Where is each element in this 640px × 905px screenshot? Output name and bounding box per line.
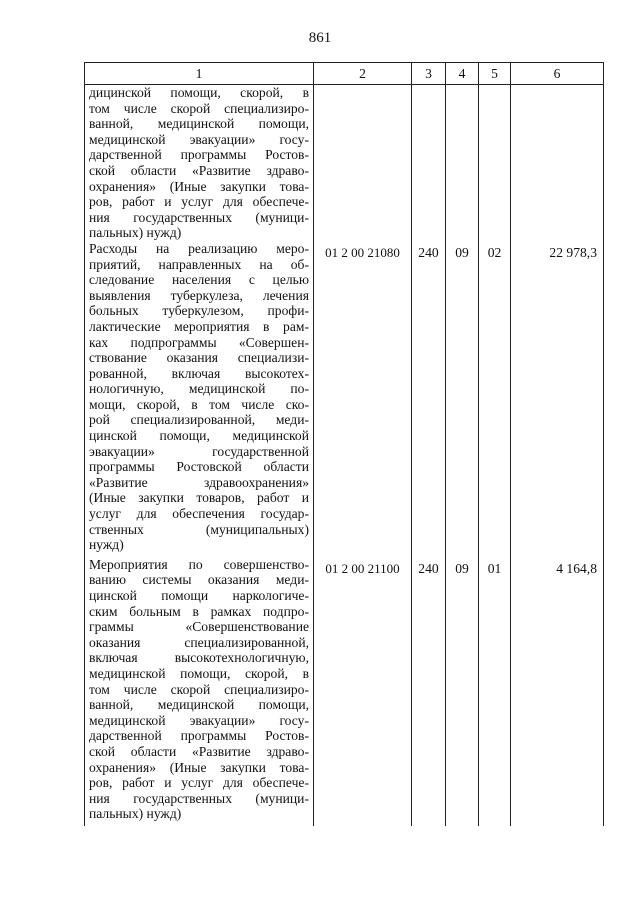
description-line: больных туберкулезом, профи- (89, 303, 309, 319)
description-line: мощи, скорой, в том числе ско- (89, 396, 309, 412)
description-line: оказания специализированной, (89, 634, 309, 650)
description-line: охранения» (Иные закупки това- (89, 178, 309, 194)
description-line: ствование оказания специализи- (89, 350, 309, 366)
page-number: 861 (308, 30, 332, 46)
description-line: рованной, включая высокотех- (89, 365, 309, 381)
row-expense-type (412, 85, 446, 241)
row-section: 09 (446, 557, 479, 826)
row-amount: 22 978,3 (511, 241, 604, 557)
description-line: ственных (муниципальных) (89, 521, 309, 537)
description-line: ния государственных (муници- (89, 209, 309, 225)
description-line: охранения» (Иные закупки това- (89, 759, 309, 775)
row-amount: 4 164,8 (511, 557, 604, 826)
description-line: Расходы на реализацию меро- (89, 240, 309, 256)
row-subsection: 02 (479, 241, 511, 557)
row-expense-type: 240 (412, 241, 446, 557)
description-line: услуг для обеспечения государ- (89, 506, 309, 522)
description-line: дарственной программы Ростов- (89, 147, 309, 163)
description-line: включая высокотехнологичную, (89, 650, 309, 666)
row-target-code: 01 2 00 21100 (314, 557, 412, 826)
budget-table (84, 62, 604, 826)
table-row (85, 241, 604, 557)
description-line: ров, работ и услуг для обеспече- (89, 775, 309, 791)
row-target-code (314, 85, 412, 241)
description-line: нологичную, медицинской по- (89, 381, 309, 397)
row-section (446, 85, 479, 241)
description-line: ках подпрограммы «Совершен- (89, 334, 309, 350)
row-expense-type: 240 (412, 557, 446, 826)
description-line: цинской помощи наркологиче- (89, 588, 309, 603)
description-line: Мероприятия по совершенство- (89, 556, 309, 572)
column-header-3: 3 (412, 63, 446, 85)
description-line: ским больным в рамках подпро- (89, 603, 309, 619)
description-line: ской области «Развитие здраво- (89, 743, 309, 759)
description-line: дицинской помощи, скорой, в (89, 85, 309, 100)
description-line: программы Ростовской области (89, 459, 309, 475)
description-line: ской области «Развитие здраво- (89, 162, 309, 178)
description-line: цинской помощи, медицинской (89, 428, 309, 444)
row-amount (511, 85, 604, 241)
description-line: дарственной программы Ростов- (89, 728, 309, 744)
table-row (85, 557, 604, 826)
description-line: пальных) нужд) (89, 806, 182, 822)
description-line: выявления туберкулеза, лечения (89, 287, 309, 303)
description-line: приятий, направленных на об- (89, 256, 309, 272)
description-line: следование населения с целью (89, 272, 309, 288)
description-line: ванию системы оказания меди- (89, 572, 309, 588)
column-header-1: 1 (85, 63, 314, 85)
table-row (85, 85, 604, 241)
table-body (85, 85, 604, 826)
column-header-2: 2 (314, 63, 412, 85)
description-line: ров, работ и услуг для обеспече- (89, 194, 309, 210)
header-row (85, 63, 604, 85)
column-header-4: 4 (446, 63, 479, 85)
description-line: граммы «Совершенствование (89, 619, 309, 635)
description-line: пальных) нужд) (89, 225, 182, 241)
description-line: рой специализированной, меди- (89, 412, 309, 428)
row-target-code: 01 2 00 21080 (314, 241, 412, 557)
row-description (85, 557, 314, 826)
column-header-6: 6 (511, 63, 604, 85)
row-subsection (479, 85, 511, 241)
row-subsection: 01 (479, 557, 511, 826)
description-line: «Развитие здравоохранения» (89, 474, 309, 490)
row-description (85, 241, 314, 557)
description-line: медицинской помощи, скорой, в (89, 665, 309, 681)
row-section: 09 (446, 241, 479, 557)
description-line: ванной, медицинской помощи, (89, 697, 309, 713)
column-header-5: 5 (479, 63, 511, 85)
description-line: медицинской эвакуации» госу- (89, 131, 309, 147)
description-line: том числе скорой специализиро- (89, 681, 309, 697)
row-description (85, 85, 314, 241)
description-line: нужд) (89, 537, 124, 553)
description-line: (Иные закупки товаров, работ и (89, 490, 309, 506)
description-line: лактические мероприятия в рам- (89, 318, 309, 334)
description-line: ванной, медицинской помощи, (89, 116, 309, 132)
description-line: медицинской эвакуации» госу- (89, 712, 309, 728)
description-line: эвакуации» государственной (89, 443, 309, 459)
description-line: ния государственных (муници- (89, 790, 309, 806)
description-line: том числе скорой специализиро- (89, 100, 309, 116)
